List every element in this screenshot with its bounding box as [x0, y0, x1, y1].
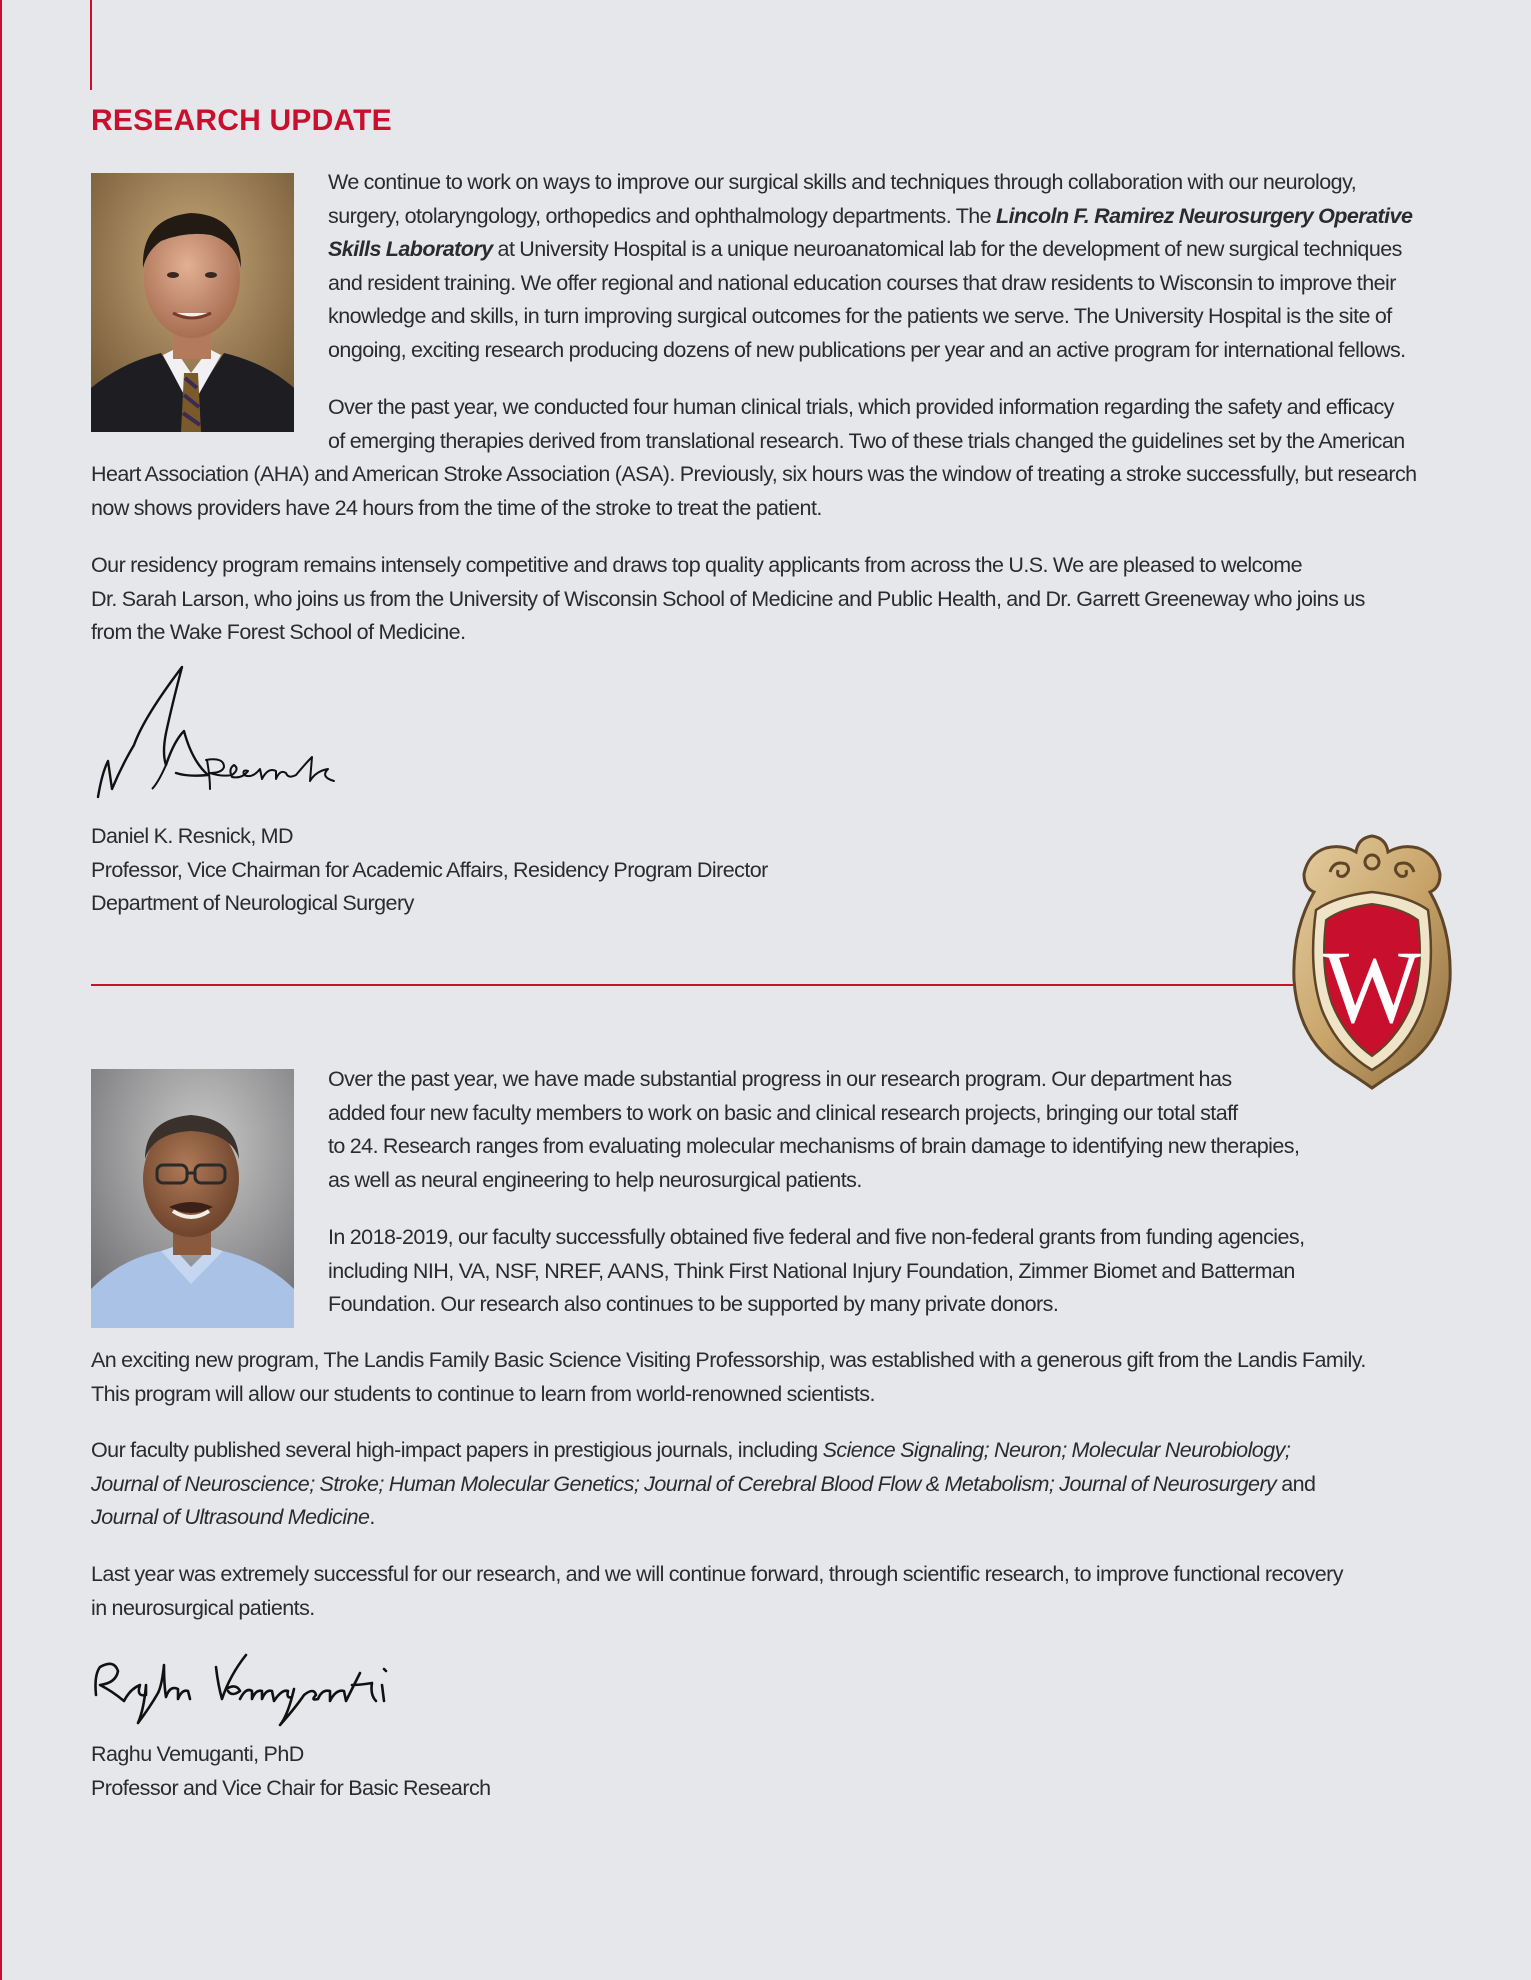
vemuganti-paragraph-3: An exciting new program, The Landis Family Basic Science Visiting Professorship, was established with a generous gift from the Landis Family. This program will allow our students to continue to learn from world-renowned scientists.	[91, 1348, 1366, 1406]
vemuganti-portrait	[91, 1069, 294, 1328]
vemuganti-signature-block	[91, 1738, 491, 1805]
resnick-paragraph-1: We continue to work on ways to improve our surgical skills and techniques through collaboration with our neurology, surgery, otolaryngology, orthopedics and ophthalmology departments. The Lincoln F. Ramirez Neurosurgery Operative Skills Laboratory at University Hospital is a unique neuroanatomical lab for the development of new surgical techniques and resident training. We offer regional and national education courses that draw residents to Wisconsin to improve their knowledge and skills, in turn improving surgical outcomes for the patients we serve. The University Hospital is the site of ongoing, exciting research producing dozens of new publications per year and an active program for international fellows.	[328, 170, 1413, 362]
top-accent-line	[90, 0, 92, 90]
resnick-portrait	[91, 173, 294, 432]
section-divider	[91, 984, 1341, 986]
journal-list-italic-end: Journal of Ultrasound Medicine	[91, 1505, 370, 1529]
vemuganti-signature	[90, 1645, 470, 1735]
resnick-paragraph-2a: Over the past year, we conducted four human clinical trials, which provided information regarding the safety and efficacy of emerging therapies derived from translational research. Two of these trials changed the guidelines set by the American	[328, 395, 1405, 453]
vemuganti-paragraph-2: In 2018-2019, our faculty successfully obtained five federal and five non-federal grants from funding agencies, including NIH, VA, NSF, NREF, AANS, Think First National Injury Foundation, Zimmer Biomet and Batterman Foundation. Our research also continues to be supported by many private donors.	[328, 1225, 1305, 1316]
lab-name-emphasis-cont: Skills Laboratory	[328, 237, 493, 261]
resnick-paragraph-2b: Heart Association (AHA) and American Stroke Association (ASA). Previously, six hours was the window of treating a stroke successfully, but research now shows providers have 24 hours from the time of the stroke to treat the patient.	[91, 462, 1417, 520]
resnick-department: Department of Neurological Surgery	[91, 891, 414, 915]
vemuganti-paragraph-4: Our faculty published several high-impact papers in prestigious journals, including Science Signaling; Neuron; Molecular Neurobiology; Journal of Neuroscience; Stroke; Human Molecular Genetics; Journal of Cerebral Blood Flow & Metabolism; Journal of Neurosurgery and Journal of Ultrasound Medicine.	[91, 1438, 1316, 1529]
resnick-signature	[92, 665, 342, 810]
section-title: RESEARCH UPDATE	[91, 104, 392, 137]
page-edge-rule	[0, 0, 2, 1980]
lab-name-emphasis: Lincoln F. Ramirez Neurosurgery Operative	[996, 203, 1413, 228]
resnick-signature-block	[91, 820, 768, 921]
journal-list-italic: Science Signaling; Neuron; Molecular Neurobiology;	[822, 1438, 1291, 1462]
journal-list-italic-cont: Journal of Neuroscience; Stroke; Human Molecular Genetics; Journal of Cerebral Blood Flow & Metabolism; Journal of Neurosurgery	[91, 1471, 1277, 1496]
vemuganti-name: Raghu Vemuganti, PhD	[91, 1742, 304, 1766]
resnick-paragraph-3: Our residency program remains intensely competitive and draws top quality applicants from across the U.S. We are pleased to welcome Dr. Sarah Larson, who joins us from the University of Wisconsin School of Medicine and Public Health, and Dr. Garrett Greeneway who joins us from the Wake Forest School of Medicine.	[91, 553, 1365, 644]
resnick-title: Professor, Vice Chairman for Academic Affairs, Residency Program Director	[91, 857, 768, 882]
resnick-name: Daniel K. Resnick, MD	[91, 824, 294, 848]
vemuganti-paragraph-5: Last year was extremely successful for our research, and we will continue forward, through scientific research, to improve functional recovery in neurosurgical patients.	[91, 1562, 1343, 1620]
svg-text:W: W	[1322, 930, 1422, 1045]
vemuganti-title: Professor and Vice Chair for Basic Research	[91, 1775, 491, 1800]
vemuganti-paragraph-1: Over the past year, we have made substantial progress in our research program. Our department has added four new faculty members to work on basic and clinical research projects, bringing our total staff to 24. Research ranges from evaluating molecular mechanisms of brain damage to identifying new therapies, as well as neural engineering to help neurosurgical patients.	[328, 1067, 1300, 1192]
uw-crest-icon	[1290, 830, 1455, 1095]
